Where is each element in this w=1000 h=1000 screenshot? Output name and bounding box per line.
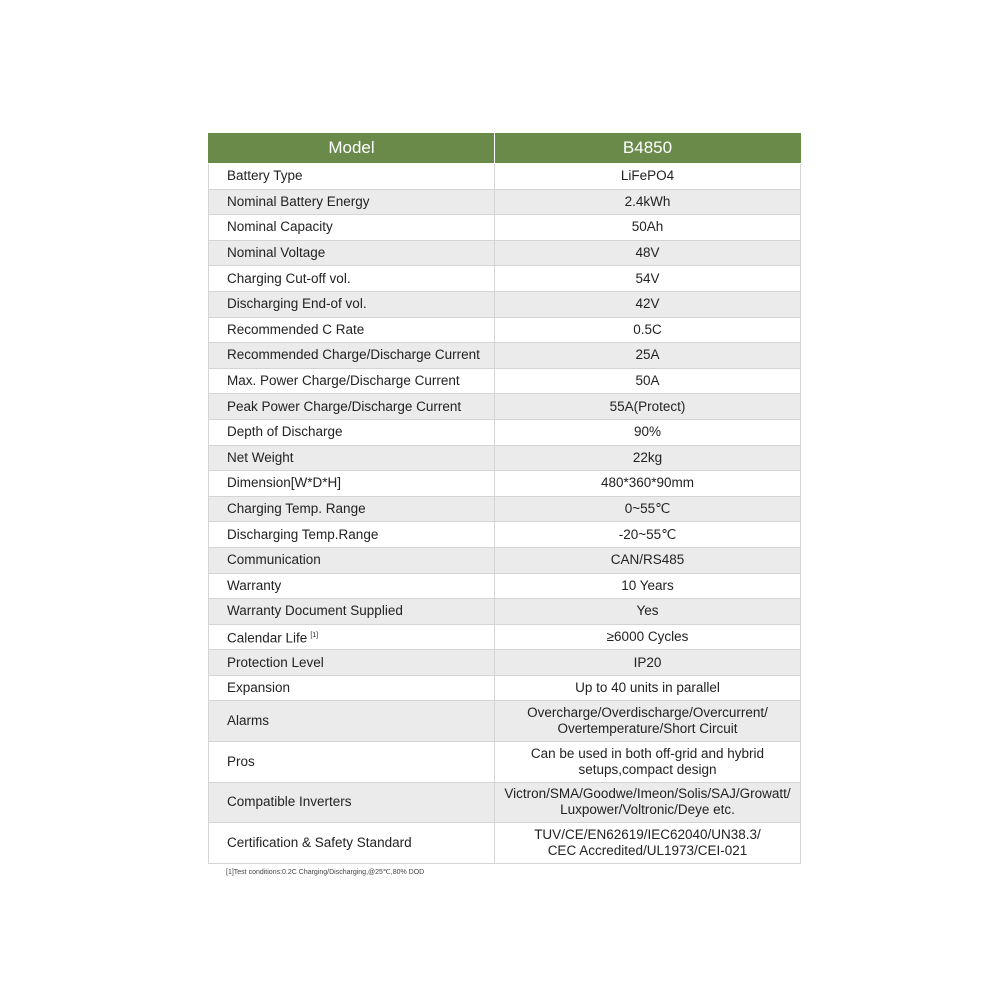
table-row bbox=[209, 240, 801, 266]
spec-value: ≥6000 Cycles bbox=[606, 628, 689, 644]
spec-label: Discharging End-of vol. bbox=[227, 296, 367, 312]
spec-label-cell bbox=[209, 266, 495, 292]
spec-value-cell bbox=[495, 522, 801, 548]
spec-value-cell bbox=[495, 823, 801, 864]
table-row bbox=[209, 573, 801, 599]
spec-label: Pros bbox=[227, 753, 255, 769]
spec-value-line: Victron/SMA/Goodwe/Imeon/Solis/SAJ/Growatt/ bbox=[504, 786, 791, 802]
table-row bbox=[209, 164, 801, 190]
spec-value-cell bbox=[495, 675, 801, 701]
spec-value-cell bbox=[495, 445, 801, 471]
spec-value: Yes bbox=[636, 603, 659, 619]
spec-table-body bbox=[209, 164, 801, 864]
spec-value-line: Overtemperature/Short Circuit bbox=[557, 721, 738, 737]
spec-value: 50A bbox=[635, 373, 660, 389]
spec-value: 2.4kWh bbox=[624, 193, 671, 209]
spec-value: LiFePO4 bbox=[620, 168, 675, 184]
spec-label-cell bbox=[209, 573, 495, 599]
spec-label: Calendar Life bbox=[227, 630, 308, 646]
spec-label: Charging Temp. Range bbox=[227, 501, 366, 517]
spec-value-cell bbox=[495, 547, 801, 573]
spec-label-cell bbox=[209, 522, 495, 548]
spec-label: Nominal Battery Energy bbox=[227, 193, 370, 209]
spec-label: Depth of Discharge bbox=[227, 424, 343, 440]
spec-label-cell bbox=[209, 240, 495, 266]
spec-label: Alarms bbox=[227, 713, 270, 729]
spec-label-cell bbox=[209, 215, 495, 241]
spec-value-cell bbox=[495, 215, 801, 241]
table-row bbox=[209, 624, 801, 650]
spec-value: 25A bbox=[635, 347, 660, 363]
spec-value: IP20 bbox=[633, 654, 662, 670]
spec-value-cell bbox=[495, 164, 801, 190]
spec-value-cell bbox=[495, 742, 801, 783]
spec-label-cell bbox=[209, 823, 495, 864]
spec-label-cell bbox=[209, 189, 495, 215]
spec-label: Recommended C Rate bbox=[227, 321, 365, 337]
model-label-header: Model bbox=[209, 133, 495, 164]
spec-value: 90% bbox=[633, 424, 662, 440]
spec-table-header bbox=[209, 133, 801, 164]
spec-label-cell bbox=[209, 701, 495, 742]
spec-label-cell bbox=[209, 675, 495, 701]
spec-value: 0~55℃ bbox=[624, 501, 671, 517]
spec-value: CAN/RS485 bbox=[610, 552, 685, 568]
model-value-header: B4850 bbox=[495, 133, 801, 164]
table-row bbox=[209, 742, 801, 783]
table-row bbox=[209, 189, 801, 215]
spec-label: Peak Power Charge/Discharge Current bbox=[227, 398, 462, 414]
table-row bbox=[209, 291, 801, 317]
spec-value-cell bbox=[495, 419, 801, 445]
spec-label: Max. Power Charge/Discharge Current bbox=[227, 373, 460, 389]
table-row bbox=[209, 782, 801, 823]
spec-label-cell bbox=[209, 742, 495, 783]
spec-value: 0.5C bbox=[633, 321, 662, 337]
table-row bbox=[209, 317, 801, 343]
table-row bbox=[209, 394, 801, 420]
spec-value-line: TUV/CE/EN62619/IEC62040/UN38.3/ bbox=[534, 827, 761, 843]
spec-label: Communication bbox=[227, 552, 321, 568]
table-row bbox=[209, 823, 801, 864]
spec-value-cell bbox=[495, 291, 801, 317]
table-row bbox=[209, 419, 801, 445]
spec-value-cell bbox=[495, 624, 801, 650]
spec-value: 22kg bbox=[632, 449, 663, 465]
spec-value-cell bbox=[495, 782, 801, 823]
spec-label-cell bbox=[209, 445, 495, 471]
table-row bbox=[209, 368, 801, 394]
footnote: [1]Test conditions:0.2C Charging/Discharging,@25℃,80% DOD bbox=[226, 869, 425, 876]
spec-value-cell bbox=[495, 650, 801, 676]
spec-value-cell bbox=[495, 573, 801, 599]
spec-value-line: Overcharge/Overdischarge/Overcurrent/ bbox=[527, 705, 768, 721]
spec-label: Charging Cut-off vol. bbox=[227, 270, 351, 286]
spec-label-cell bbox=[209, 599, 495, 625]
spec-label-cell bbox=[209, 496, 495, 522]
spec-value-cell bbox=[495, 368, 801, 394]
spec-label-cell bbox=[209, 782, 495, 823]
spec-label: Dimension[W*D*H] bbox=[227, 475, 342, 491]
spec-label: Protection Level bbox=[227, 654, 324, 670]
spec-value: 54V bbox=[635, 270, 660, 286]
table-row bbox=[209, 675, 801, 701]
spec-value: 480*360*90mm bbox=[600, 475, 695, 491]
table-row bbox=[209, 343, 801, 369]
table-row bbox=[209, 496, 801, 522]
spec-value: Up to 40 units in parallel bbox=[575, 680, 720, 696]
spec-value: 48V bbox=[635, 245, 660, 261]
spec-value-cell bbox=[495, 317, 801, 343]
spec-label-cell bbox=[209, 650, 495, 676]
spec-label-cell bbox=[209, 317, 495, 343]
spec-label: Certification & Safety Standard bbox=[227, 835, 412, 851]
spec-label: Compatible Inverters bbox=[227, 794, 352, 810]
spec-value: 10 Years bbox=[621, 577, 674, 593]
spec-value: 42V bbox=[635, 296, 660, 312]
spec-value-cell bbox=[495, 496, 801, 522]
spec-label: Warranty Document Supplied bbox=[227, 603, 403, 619]
spec-label-cell bbox=[209, 164, 495, 190]
table-row bbox=[209, 701, 801, 742]
table-row bbox=[209, 266, 801, 292]
spec-value-line: Can be used in both off-grid and hybrid bbox=[530, 745, 765, 761]
table-row bbox=[209, 471, 801, 497]
spec-value-cell bbox=[495, 240, 801, 266]
spec-label: Warranty bbox=[227, 577, 282, 593]
spec-label-cell bbox=[209, 471, 495, 497]
spec-label: Nominal Voltage bbox=[227, 245, 326, 261]
table-row bbox=[209, 650, 801, 676]
spec-label-cell bbox=[209, 419, 495, 445]
spec-table bbox=[208, 133, 801, 864]
spec-label: Recommended Charge/Discharge Current bbox=[227, 347, 480, 363]
spec-value-line: CEC Accredited/UL1973/CEI-021 bbox=[547, 843, 748, 859]
spec-label-cell bbox=[209, 291, 495, 317]
header-row bbox=[209, 133, 801, 164]
spec-value: 50Ah bbox=[631, 219, 664, 235]
spec-label-cell bbox=[209, 547, 495, 573]
spec-label: Net Weight bbox=[227, 449, 294, 465]
table-row bbox=[209, 215, 801, 241]
footnote-marker: [1] bbox=[310, 631, 319, 639]
spec-value-line: Luxpower/Voltronic/Deye etc. bbox=[560, 802, 735, 818]
spec-value-line: setups,compact design bbox=[578, 761, 717, 777]
table-row bbox=[209, 522, 801, 548]
spec-value-cell bbox=[495, 266, 801, 292]
spec-value-cell bbox=[495, 189, 801, 215]
spec-label-cell bbox=[209, 624, 495, 650]
spec-label-cell bbox=[209, 343, 495, 369]
table-row bbox=[209, 547, 801, 573]
spec-label: Discharging Temp.Range bbox=[227, 526, 379, 542]
spec-label: Nominal Capacity bbox=[227, 219, 333, 235]
spec-label: Expansion bbox=[227, 680, 291, 696]
spec-value-cell bbox=[495, 701, 801, 742]
spec-value: 55A(Protect) bbox=[609, 398, 686, 414]
spec-value: -20~55℃ bbox=[618, 526, 677, 542]
spec-label: Battery Type bbox=[227, 168, 303, 184]
spec-value-cell bbox=[495, 599, 801, 625]
table-row bbox=[209, 445, 801, 471]
spec-value-cell bbox=[495, 471, 801, 497]
spec-value-cell bbox=[495, 343, 801, 369]
spec-label-cell bbox=[209, 394, 495, 420]
table-row bbox=[209, 599, 801, 625]
spec-label-cell bbox=[209, 368, 495, 394]
spec-value-cell bbox=[495, 394, 801, 420]
